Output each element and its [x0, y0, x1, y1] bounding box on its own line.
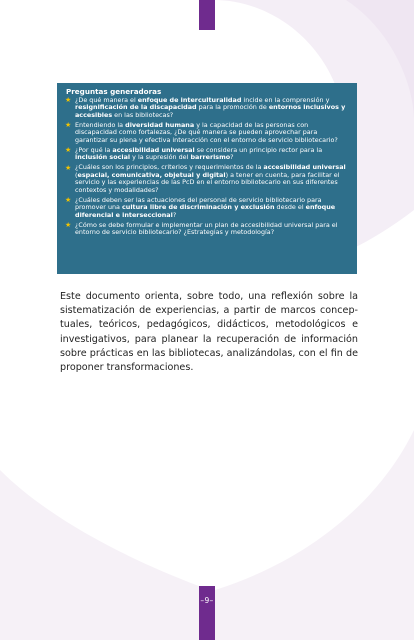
page-number: –9– — [200, 596, 214, 605]
q3-text-g: ? — [230, 153, 234, 162]
q1-bold-d: resignificación de la discapacidad — [75, 103, 197, 111]
q5-bold-b: cultura libre de discriminación y exclusión — [122, 203, 275, 212]
q1-bold-b: enfoque de interculturalidad — [137, 95, 242, 104]
q1-bold-f: entornos inclusivos y accesibles — [75, 103, 346, 119]
q4-text-a: ¿Cuáles son los principios, criterios y requerimientos de la — [75, 163, 264, 172]
q2-bold-b: diversidad humana — [125, 120, 195, 129]
q2-text-c: y la capacidad de las personas con discapacidad como fortalezas, ¿De qué manera se pueden aprovechar para garantizar su plena y efectiva interacción con el entorno de servicio bibliotecario? — [75, 120, 338, 144]
body-paragraph: Este documento orienta, sobre todo, una reflexión sobre la sistematización de experiencias, a partir de marcos conceptuales, teóricos, pedagógicos, didácticos, metodológicos e investigativos, para planear la recuperación de información sobre prácticas en las bibliotecas, analizándolas, con el fin de proponer transformaciones. — [60, 291, 358, 374]
q3-text-e: y la supresión del — [130, 153, 191, 162]
q2-text-a: Entendiendo la — [75, 120, 126, 129]
q5-text-a: ¿Cuáles deben ser las actuaciones del personal de servicio bibliotecario para promover una — [75, 195, 322, 212]
deco-arc-bottom-right — [215, 430, 414, 640]
q4-text-c: ( — [75, 170, 78, 179]
q6-text-a: ¿Cómo se debe formular e implementar un plan de accesibilidad universal para el entorno de servicio bibliotecario? ¿Estrategias y metodología? — [75, 220, 338, 237]
q1-text-g: en las bibliotecas? — [112, 110, 174, 119]
bottom-accent-bar — [199, 586, 215, 640]
deco-arc-bottom — [0, 470, 199, 640]
q3-text-c: se considera un principio rector para la — [194, 145, 323, 154]
star-icon: ★ — [65, 163, 72, 172]
q3-text-a: ¿Por qué la — [75, 145, 113, 154]
top-accent-bar — [199, 0, 215, 30]
star-icon: ★ — [65, 196, 72, 205]
q4-bold-b: accesibilidad universal — [263, 163, 346, 172]
question-item — [66, 147, 351, 162]
q1-text-e: para la promoción de — [196, 103, 269, 111]
star-icon: ★ — [65, 221, 72, 230]
star-icon: ★ — [65, 121, 72, 130]
question-item — [66, 122, 351, 145]
question-item — [66, 222, 351, 237]
q4-bold-d: espacial, comunicativa, objetual y digital — [77, 170, 226, 179]
q1-text-a: ¿De qué manera el — [75, 95, 138, 104]
q3-bold-b: accesibilidad universal — [112, 145, 195, 154]
question-item — [66, 97, 351, 120]
q5-text-e: ? — [172, 210, 177, 219]
q5-text-c: desde el — [274, 203, 306, 212]
questions-box — [57, 83, 357, 274]
box-title: Preguntas generadoras — [66, 87, 162, 96]
q3-bold-d: inclusión social — [75, 153, 131, 162]
star-icon: ★ — [65, 96, 72, 104]
question-item — [66, 197, 351, 220]
q3-bold-f: barrerismo — [190, 153, 231, 162]
question-item — [66, 164, 351, 194]
q1-text-c: incide en la comprensión y — [241, 95, 330, 104]
q4-text-e: ) a tener en cuenta, para facilitar el servicio y las experiencias de las PcD en el entorno bibliotecario en sus diferentes contextos y modalidades? — [75, 170, 340, 194]
star-icon: ★ — [65, 146, 72, 155]
q5-bold-d: enfoque diferencial e interseccional — [75, 203, 336, 219]
